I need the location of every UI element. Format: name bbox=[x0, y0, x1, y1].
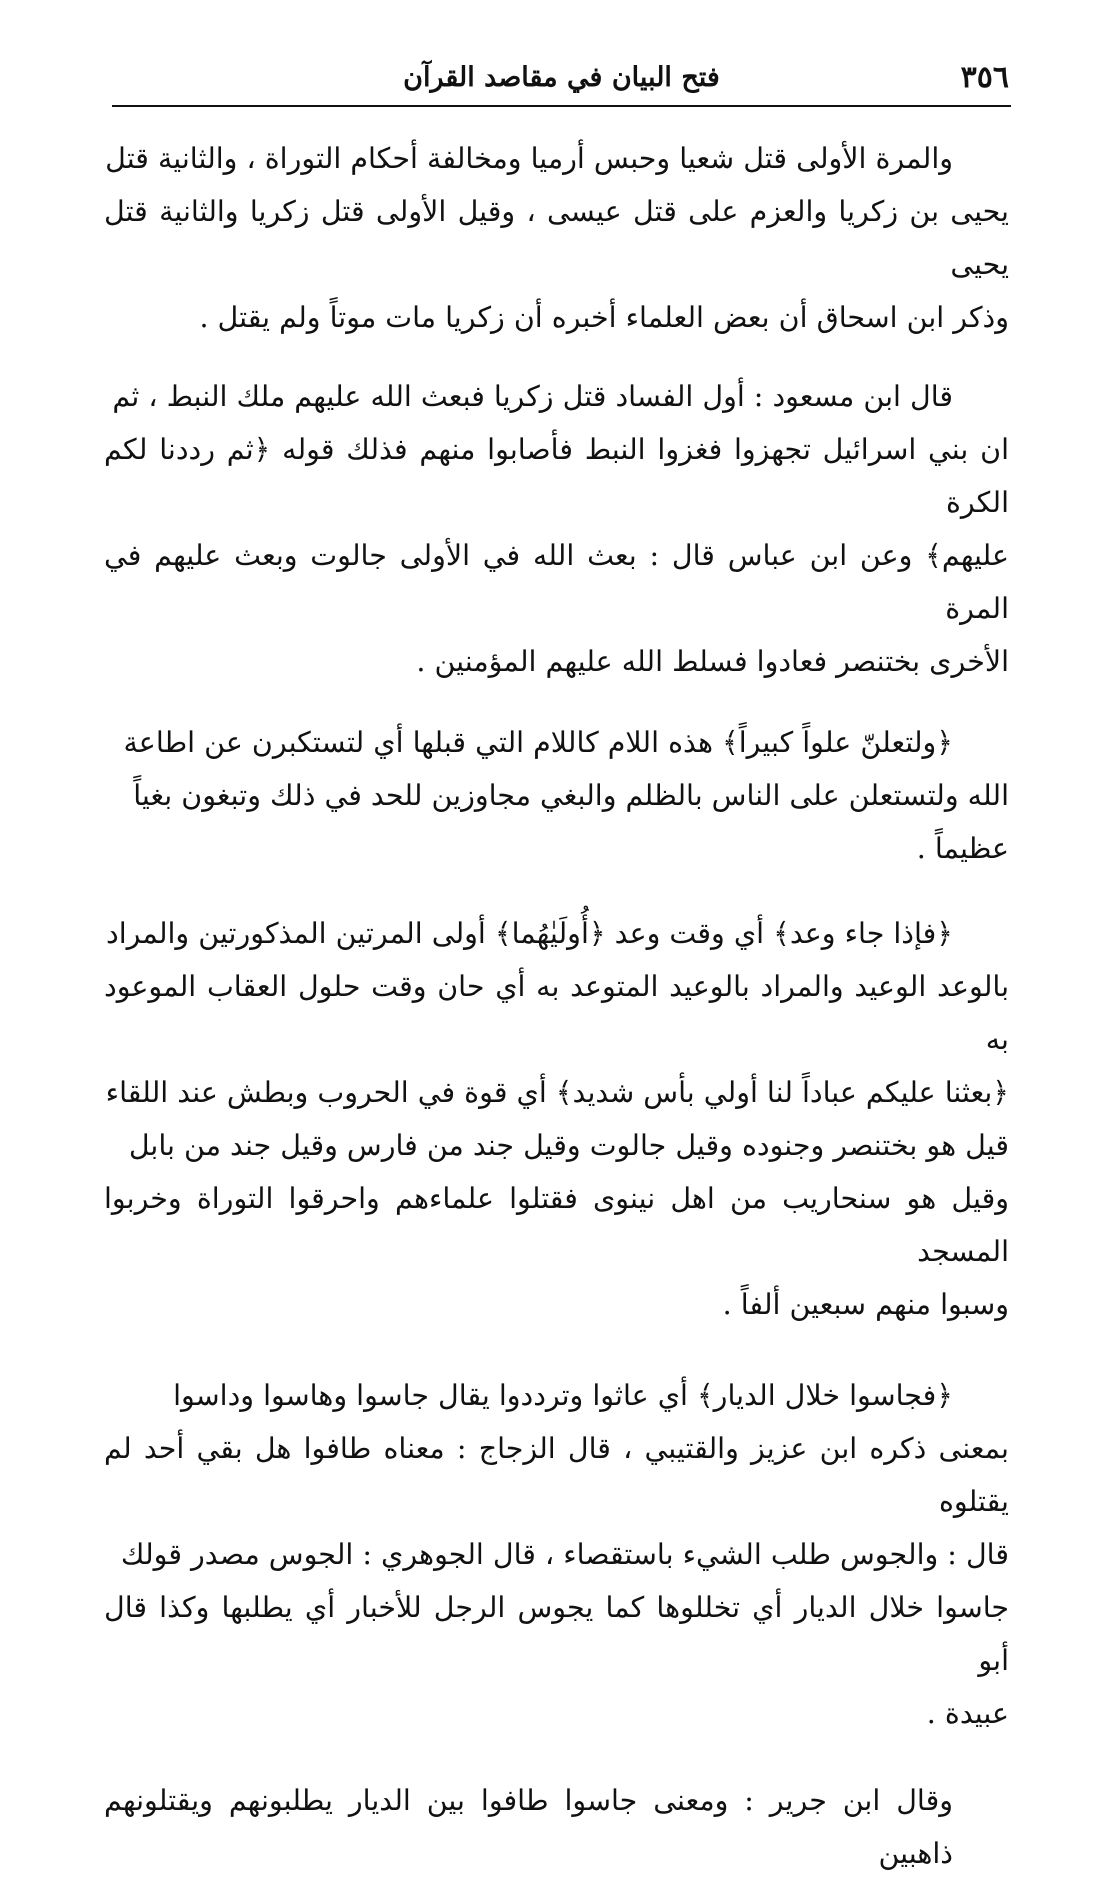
text-line: قيل هو بختنصر وجنوده وقيل جالوت وقيل جند من فارس وقيل جند من بابل bbox=[128, 1129, 1009, 1162]
paragraph-2 bbox=[104, 370, 1009, 688]
running-title: فتح البيان في مقاصد القرآن bbox=[403, 62, 720, 93]
paragraph-4 bbox=[104, 907, 1009, 1331]
running-header bbox=[110, 58, 1013, 102]
text-line: ﴿فإذا جاء وعد﴾ أي وقت وعد ﴿أُولَيٰهُما﴾ أولى المرتين المذكورتين والمراد bbox=[106, 917, 953, 950]
text-line: ان بني اسرائيل تجهزوا فغزوا النبط فأصابوا منهم فذلك قوله ﴿ثم رددنا لكم الكرة bbox=[104, 433, 1009, 519]
paragraph-5 bbox=[104, 1369, 1009, 1740]
text-line: ﴿بعثنا عليكم عباداً لنا أولي بأس شديد﴾ أي قوة في الحروب وبطش عند اللقاء bbox=[105, 1076, 1009, 1109]
text-line: وقيل هو سنحاريب من اهل نينوى فقتلوا علماءهم واحرقوا التوراة وخربوا المسجد bbox=[104, 1182, 1009, 1268]
paragraph-6 bbox=[104, 1774, 1009, 1880]
text-line: قال : والجوس طلب الشيء باستقصاء ، قال الجوهري : الجوس مصدر قولك bbox=[120, 1538, 1009, 1571]
text-line: ﴿ولتعلنّ علواً كبيراً﴾ هذه اللام كاللام التي قبلها أي لتستكبرن عن اطاعة bbox=[123, 726, 953, 759]
text-line: الأخرى بختنصر فعادوا فسلط الله عليهم المؤمنين . bbox=[416, 645, 1009, 678]
text-line: وسبوا منهم سبعين ألفاً . bbox=[722, 1288, 1009, 1321]
text-line: يحيى بن زكريا والعزم على قتل عيسى ، وقيل الأولى قتل زكريا والثانية قتل يحيى bbox=[104, 195, 1009, 281]
text-line: جاسوا خلال الديار أي تخللوها كما يجوس الرجل للأخبار أي يطلبها وكذا قال أبو bbox=[104, 1591, 1009, 1677]
text-line: وقال ابن جرير : ومعنى جاسوا طافوا بين الديار يطلبونهم ويقتلونهم ذاهبين bbox=[104, 1784, 953, 1870]
text-line: قال ابن مسعود : أول الفساد قتل زكريا فبعث الله عليهم ملك النبط ، ثم bbox=[112, 380, 953, 413]
text-line: عليهم﴾ وعن ابن عباس قال : بعث الله في الأولى جالوت وبعث عليهم في المرة bbox=[104, 539, 1009, 625]
text-line: وذكر ابن اسحاق أن بعض العلماء أخبره أن زكريا مات موتاً ولم يقتل . bbox=[199, 301, 1009, 334]
text-line: عبيدة . bbox=[926, 1697, 1009, 1730]
text-line: الله ولتستعلن على الناس بالظلم والبغي مجاوزين للحد في ذلك وتبغون بغياً bbox=[133, 779, 1009, 812]
page-number: ٣٥٦ bbox=[960, 60, 1009, 95]
text-line: بمعنى ذكره ابن عزيز والقتيبي ، قال الزجاج : معناه طافوا هل بقي أحد لم يقتلوه bbox=[104, 1432, 1009, 1518]
paragraph-3 bbox=[104, 716, 1009, 875]
text-line: والمرة الأولى قتل شعيا وحبس أرميا ومخالفة أحكام التوراة ، والثانية قتل bbox=[105, 142, 953, 175]
paragraph-1 bbox=[104, 132, 1009, 344]
text-line: عظيماً . bbox=[916, 832, 1009, 865]
text-line: ﴿فجاسوا خلال الديار﴾ أي عاثوا وترددوا يقال جاسوا وهاسوا وداسوا bbox=[173, 1379, 953, 1412]
header-rule bbox=[112, 105, 1011, 107]
text-line: بالوعد الوعيد والمراد بالوعيد المتوعد به أي حان وقت حلول العقاب الموعود به bbox=[104, 970, 1009, 1056]
body-text bbox=[104, 132, 1009, 1880]
